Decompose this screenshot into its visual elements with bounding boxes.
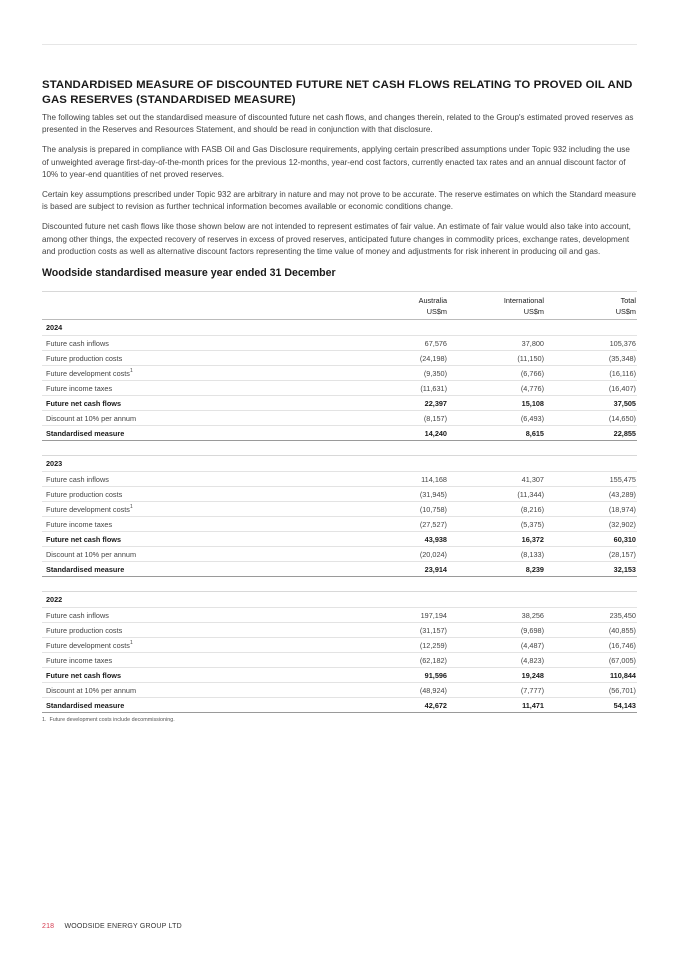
table-row: [42, 562, 637, 577]
cell-total: (67,005): [545, 653, 637, 668]
footnote-marker: 1: [129, 367, 133, 374]
row-label: Standardised measure: [42, 698, 292, 713]
cell-international: 16,372: [448, 532, 545, 547]
cell-australia: 197,194: [292, 608, 448, 623]
year-spacer-row: [42, 441, 637, 456]
year-label: 2024: [42, 320, 637, 336]
cell-total: (35,348): [545, 351, 637, 366]
intro-paragraph-2: The analysis is prepared in compliance with FASB Oil and Gas Disclosure requirements, applying certain prescribed assumptions under Topic 932 including the use of unweighted average first-day-of-the-month prices for the previous 12-months, year-end cost factors, currently enacted tax rates and an annual discount factor of 10% to year-end quantities of net proved reserves.: [42, 145, 630, 179]
cell-australia: (24,198): [292, 351, 448, 366]
cell-total: 155,475: [545, 472, 637, 487]
cell-australia: 67,576: [292, 336, 448, 351]
row-label: Future income taxes: [42, 517, 292, 532]
cell-total: 60,310: [545, 532, 637, 547]
cell-international: (6,766): [448, 366, 545, 381]
cell-total: (16,407): [545, 381, 637, 396]
row-label: Future development costs$^1$: [42, 366, 292, 381]
cell-total: (43,289): [545, 487, 637, 502]
table-row: [42, 336, 637, 351]
cell-international: (4,823): [448, 653, 545, 668]
row-label: Future cash inflows: [42, 608, 292, 623]
cell-total: (14,650): [545, 411, 637, 426]
row-label: Future income taxes: [42, 653, 292, 668]
row-label: Future production costs: [42, 623, 292, 638]
table-row: [42, 502, 637, 517]
cell-total: 22,855: [545, 426, 637, 441]
table-row: [42, 472, 637, 487]
row-label: Future net cash flows: [42, 532, 292, 547]
page-footer: [42, 923, 182, 930]
cell-international: (5,375): [448, 517, 545, 532]
page-number: 218: [42, 923, 55, 930]
cell-international: 11,471: [448, 698, 545, 713]
cell-total: 105,376: [545, 336, 637, 351]
table-body: [42, 320, 637, 713]
footnote: 1. Future development costs include decommissioning.: [42, 717, 175, 724]
cell-total: 54,143: [545, 698, 637, 713]
row-label: Discount at 10% per annum: [42, 547, 292, 562]
page-content: [42, 78, 637, 723]
row-label: Standardised measure: [42, 562, 292, 577]
table-row: [42, 547, 637, 562]
cell-total: (56,701): [545, 683, 637, 698]
cell-australia: (12,259): [292, 638, 448, 653]
cell-total: 110,844: [545, 668, 637, 683]
row-label: Standardised measure: [42, 426, 292, 441]
cell-australia: 22,397: [292, 396, 448, 411]
row-label: Future net cash flows: [42, 396, 292, 411]
row-label: Future development costs$^1$: [42, 638, 292, 653]
row-label: Future cash inflows: [42, 336, 292, 351]
table-row: [42, 487, 637, 502]
cell-australia: (27,527): [292, 517, 448, 532]
row-label: Future net cash flows: [42, 668, 292, 683]
cell-international: 8,615: [448, 426, 545, 441]
cell-australia: (11,631): [292, 381, 448, 396]
row-label: Future cash inflows: [42, 472, 292, 487]
cell-international: (7,777): [448, 683, 545, 698]
cell-international: 19,248: [448, 668, 545, 683]
cell-australia: 91,596: [292, 668, 448, 683]
year-row: [42, 456, 637, 472]
cell-australia: (31,157): [292, 623, 448, 638]
row-label: Future income taxes: [42, 381, 292, 396]
table-row: [42, 623, 637, 638]
cell-total: (40,855): [545, 623, 637, 638]
cell-international: (11,150): [448, 351, 545, 366]
table-row: [42, 381, 637, 396]
cell-australia: (9,350): [292, 366, 448, 381]
table-row: [42, 351, 637, 366]
cell-total: (16,746): [545, 638, 637, 653]
spacer-cell: [42, 441, 637, 456]
cell-australia: (48,924): [292, 683, 448, 698]
cell-australia: (20,024): [292, 547, 448, 562]
footnote-marker: 1: [129, 503, 133, 510]
table-row: [42, 668, 637, 683]
cell-international: (8,216): [448, 502, 545, 517]
cell-international: (4,776): [448, 381, 545, 396]
table-row: [42, 638, 637, 653]
table-row: [42, 698, 637, 713]
cell-international: (9,698): [448, 623, 545, 638]
cell-total: 37,505: [545, 396, 637, 411]
cell-australia: (31,945): [292, 487, 448, 502]
table-row: [42, 426, 637, 441]
intro-paragraph-4: Discounted future net cash flows like those shown below are not intended to represent estimates of fair value. An estimate of fair value would also take into account, among other things, the expected recovery of reserves in excess of proved reserves, anticipated future changes in commodity prices, exchange rates, development and production costs as well as alternative discount factors representing the time value of money and adjustments for risk inherent in producing oil and gas.: [42, 222, 631, 256]
table-row: [42, 517, 637, 532]
row-label: Discount at 10% per annum: [42, 411, 292, 426]
row-label: Future development costs$^1$: [42, 502, 292, 517]
year-label: 2022: [42, 592, 637, 608]
standardised-measure-table: [42, 291, 637, 713]
cell-total: (32,902): [545, 517, 637, 532]
cell-total: 32,153: [545, 562, 637, 577]
table-header-row: [42, 292, 637, 320]
table-row: [42, 532, 637, 547]
cell-international: 41,307: [448, 472, 545, 487]
cell-australia: 114,168: [292, 472, 448, 487]
cell-total: 235,450: [545, 608, 637, 623]
intro-paragraph-1: The following tables set out the standardised measure of discounted future net cash flows, and changes therein, related to the Group's estimated proved reserves as presented in the Reserves and Resources Statement, and should be read in conjunction with that disclosure.: [42, 113, 634, 135]
year-row: [42, 592, 637, 608]
cell-australia: 14,240: [292, 426, 448, 441]
cell-australia: 43,938: [292, 532, 448, 547]
cell-australia: (8,157): [292, 411, 448, 426]
row-label: Future production costs: [42, 487, 292, 502]
table-row: [42, 608, 637, 623]
table-row: [42, 683, 637, 698]
section-heading: STANDARDISED MEASURE OF DISCOUNTED FUTURE NET CASH FLOWS RELATING TO PROVED OIL AND GAS RESERVES (STANDARDISED MEASURE): [42, 79, 633, 106]
cell-australia: (62,182): [292, 653, 448, 668]
year-row: [42, 320, 637, 336]
table-row: [42, 366, 637, 381]
row-label: Discount at 10% per annum: [42, 683, 292, 698]
cell-total: (28,157): [545, 547, 637, 562]
year-label: 2023: [42, 456, 637, 472]
header-australia: Australia US$m: [292, 292, 448, 320]
intro-paragraph-3: Certain key assumptions prescribed under Topic 932 are arbitrary in nature and may not prove to be accurate. The reserve estimates on which the Standard measure is based are subject to revision as further technical information becomes available or economic conditions change.: [42, 190, 637, 212]
table-row: [42, 653, 637, 668]
cell-international: (11,344): [448, 487, 545, 502]
cell-australia: (10,758): [292, 502, 448, 517]
cell-total: (16,116): [545, 366, 637, 381]
cell-international: (6,493): [448, 411, 545, 426]
table-title: Woodside standardised measure year ended 31 December: [42, 267, 336, 280]
row-label: Future production costs: [42, 351, 292, 366]
table-row: [42, 396, 637, 411]
cell-international: 37,800: [448, 336, 545, 351]
header-international: International US$m: [448, 292, 545, 320]
cell-australia: 42,672: [292, 698, 448, 713]
spacer-cell: [42, 577, 637, 592]
header-total: Total US$m: [545, 292, 637, 320]
table-row: [42, 411, 637, 426]
footnote-marker: 1: [129, 639, 133, 646]
cell-australia: 23,914: [292, 562, 448, 577]
cell-international: 8,239: [448, 562, 545, 577]
cell-international: 15,108: [448, 396, 545, 411]
cell-international: (4,487): [448, 638, 545, 653]
company-name: WOODSIDE ENERGY GROUP LTD: [64, 923, 182, 930]
cell-international: (8,133): [448, 547, 545, 562]
cell-total: (18,974): [545, 502, 637, 517]
cell-international: 38,256: [448, 608, 545, 623]
year-spacer-row: [42, 577, 637, 592]
top-rule: [42, 44, 637, 45]
header-label-cell: [42, 292, 292, 320]
